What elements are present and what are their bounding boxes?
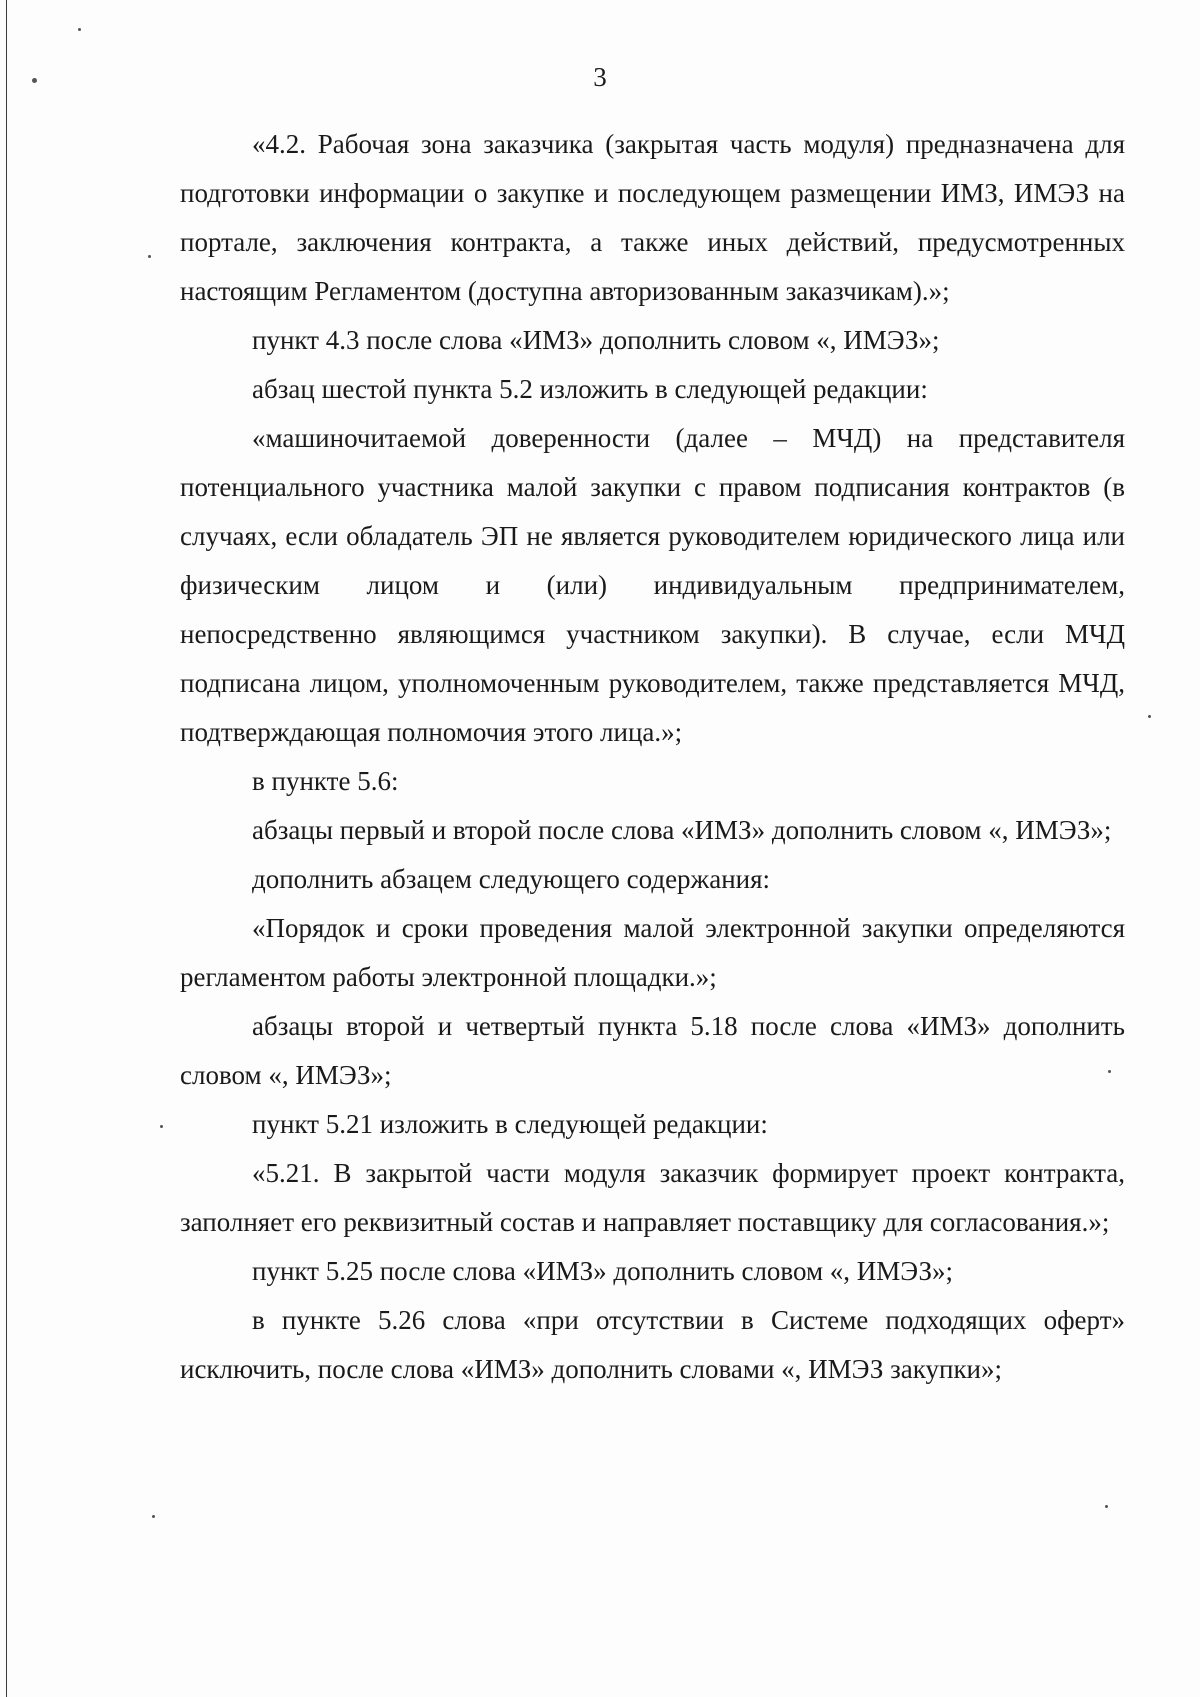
paragraph-clause-5-26: в пункте 5.26 слова «при отсутствии в Системе подходящих оферт» исключить, после слова «ИМЗ» дополнить словами «, ИМЭЗ закупки»; — [180, 1305, 1125, 1384]
paragraph-clause-5-2-intro: абзац шестой пункта 5.2 изложить в следующей редакции: — [252, 374, 928, 404]
paragraph-clause-5-21-text: «5.21. В закрытой части модуля заказчик формирует проект контракта, заполняет его реквизитный состав и направляет поставщику для согласования.»; — [180, 1158, 1125, 1237]
paragraph-clause-4-2: «4.2. Рабочая зона заказчика (закрытая часть модуля) предназначена для подготовки информации о закупке и последующем размещении ИМЗ, ИМЭЗ на портале, заключения контракта, а также иных действий, предусмотренных настоящим Регламентом (доступна авторизованным заказчикам).»; — [180, 129, 1125, 306]
paragraph-clause-4-3: пункт 4.3 после слова «ИМЗ» дополнить словом «, ИМЭЗ»; — [252, 325, 940, 355]
paragraph-clause-5-6-text: «Порядок и сроки проведения малой электронной закупки определяются регламентом работы электронной площадки.»; — [180, 913, 1125, 992]
scan-edge — [6, 0, 7, 1697]
scan-speck — [148, 255, 151, 258]
scan-speck — [1108, 1070, 1111, 1073]
scan-speck — [152, 1515, 155, 1518]
paragraph-clause-5-6-abzacy: абзацы первый и второй после слова «ИМЗ» дополнить словом «, ИМЭЗ»; — [252, 815, 1112, 845]
scan-speck — [160, 1125, 163, 1128]
paragraph-clause-5-6-add: дополнить абзацем следующего содержания: — [252, 864, 771, 894]
paragraph-clause-5-2-text: «машиночитаемой доверенности (далее – МЧД) на представителя потенциального участника малой закупки с правом подписания контрактов (в случаях, если обладатель ЭП не является руководителем юридического лица или физическим лицом и (или) индивидуальным предпринимателем, непосредственно являющимся участником закупки). В случае, если МЧД подписана лицом, уполномоченным руководителем, также представляется МЧД, подтверждающая полномочия этого лица.»; — [180, 423, 1125, 747]
paragraph-clause-5-18: абзацы второй и четвертый пункта 5.18 после слова «ИМЗ» дополнить словом «, ИМЭЗ»; — [180, 1011, 1125, 1090]
paragraph-clause-5-6-intro: в пункте 5.6: — [252, 766, 399, 796]
paragraph-clause-5-25: пункт 5.25 после слова «ИМЗ» дополнить словом «, ИМЭЗ»; — [252, 1256, 953, 1286]
scan-speck — [32, 78, 37, 83]
scan-speck — [1148, 715, 1151, 718]
document-body — [180, 120, 1125, 1394]
paragraph-clause-5-21-intro: пункт 5.21 изложить в следующей редакции: — [252, 1109, 768, 1139]
scan-speck — [78, 28, 81, 31]
scan-speck — [1105, 1505, 1108, 1508]
page-number: 3 — [593, 62, 607, 92]
